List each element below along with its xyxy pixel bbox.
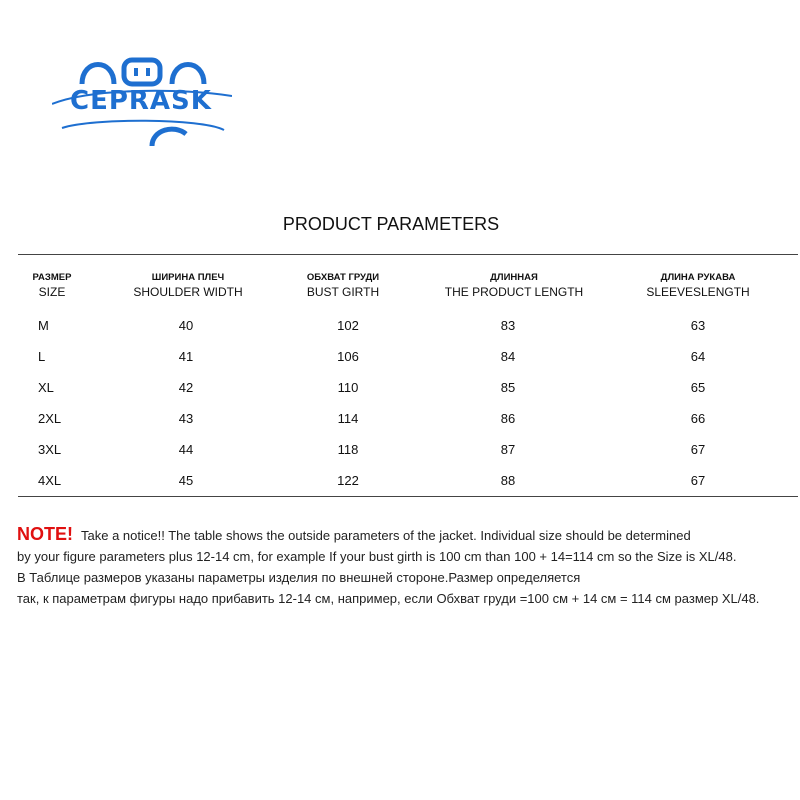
note-line: так, к параметрам фигуры надо прибавить 12-14 см, например, если Обхват груди =100 см + 14 см = 114 см размер XL/48. bbox=[17, 591, 760, 606]
table-cell: 85 bbox=[500, 380, 516, 395]
table-cell: 110 bbox=[337, 380, 359, 395]
table-bottom-divider bbox=[18, 496, 798, 497]
table-cell: 65 bbox=[690, 380, 706, 395]
table-cell: 63 bbox=[690, 318, 706, 333]
table-cell: 84 bbox=[500, 349, 516, 364]
table-cell-size: 4XL bbox=[38, 473, 62, 488]
table-cell: 43 bbox=[178, 411, 194, 426]
note-line bbox=[17, 524, 797, 546]
table-cell: 118 bbox=[337, 442, 359, 457]
table-cell: 64 bbox=[690, 349, 706, 364]
column-header-bust bbox=[263, 270, 423, 300]
table-cell-size: 2XL bbox=[38, 411, 62, 426]
table-cell-size: M bbox=[38, 318, 49, 333]
table-cell: 114 bbox=[337, 411, 359, 426]
table-cell: 42 bbox=[178, 380, 194, 395]
table-cell: 67 bbox=[690, 442, 706, 457]
column-header-ru: ОБХВАТ ГРУДИ bbox=[306, 272, 380, 283]
table-cell-size: 3XL bbox=[38, 442, 62, 457]
column-header-sleeve bbox=[618, 270, 778, 300]
table-cell: 87 bbox=[500, 442, 516, 457]
page-title: PRODUCT PARAMETERS bbox=[282, 214, 500, 234]
table-cell: 40 bbox=[178, 318, 194, 333]
column-header-en: SLEEVESLENGTH bbox=[646, 285, 750, 299]
table-cell: 88 bbox=[500, 473, 516, 488]
note-text: Take a notice!! The table shows the outside parameters of the jacket. Individual size should be determined bbox=[81, 528, 691, 543]
table-cell: 44 bbox=[178, 442, 194, 457]
table-cell-size: L bbox=[38, 349, 46, 364]
column-header-en: SHOULDER WIDTH bbox=[133, 285, 243, 299]
table-cell: 45 bbox=[178, 473, 194, 488]
table-cell-size: XL bbox=[38, 380, 54, 395]
table-cell: 41 bbox=[178, 349, 194, 364]
note-line: by your figure parameters plus 12-14 cm, for example If your bust girth is 100 cm than 100 + 14=114 cm so the Size is XL/48. bbox=[17, 549, 737, 564]
table-cell: 86 bbox=[500, 411, 516, 426]
table-cell: 66 bbox=[690, 411, 706, 426]
column-header-en: SIZE bbox=[38, 285, 66, 299]
column-header-length bbox=[434, 270, 594, 300]
note-label: NOTE! bbox=[17, 524, 73, 544]
table-cell: 67 bbox=[690, 473, 706, 488]
table-cell: 122 bbox=[337, 473, 359, 488]
column-header-en: THE PRODUCT LENGTH bbox=[444, 285, 584, 299]
column-header-en: BUST GIRTH bbox=[306, 285, 380, 299]
table-top-divider bbox=[18, 254, 798, 255]
column-header-ru: ШИРИНА ПЛЕЧ bbox=[151, 272, 225, 283]
table-cell: 102 bbox=[337, 318, 359, 333]
table-cell: 83 bbox=[500, 318, 516, 333]
column-header-shoulder bbox=[108, 270, 268, 300]
column-header-ru: ДЛИННАЯ bbox=[490, 272, 538, 283]
size-note bbox=[17, 524, 797, 609]
column-header-ru: ДЛИНА РУКАВА bbox=[660, 272, 736, 283]
table-cell: 106 bbox=[337, 349, 359, 364]
brand-name: CEPRASK bbox=[70, 86, 212, 116]
brand-logo bbox=[52, 48, 232, 148]
note-line: В Таблице размеров указаны параметры изделия по внешней стороне.Размер определяется bbox=[17, 570, 581, 585]
column-header-ru: РАЗМЕР bbox=[32, 272, 72, 283]
